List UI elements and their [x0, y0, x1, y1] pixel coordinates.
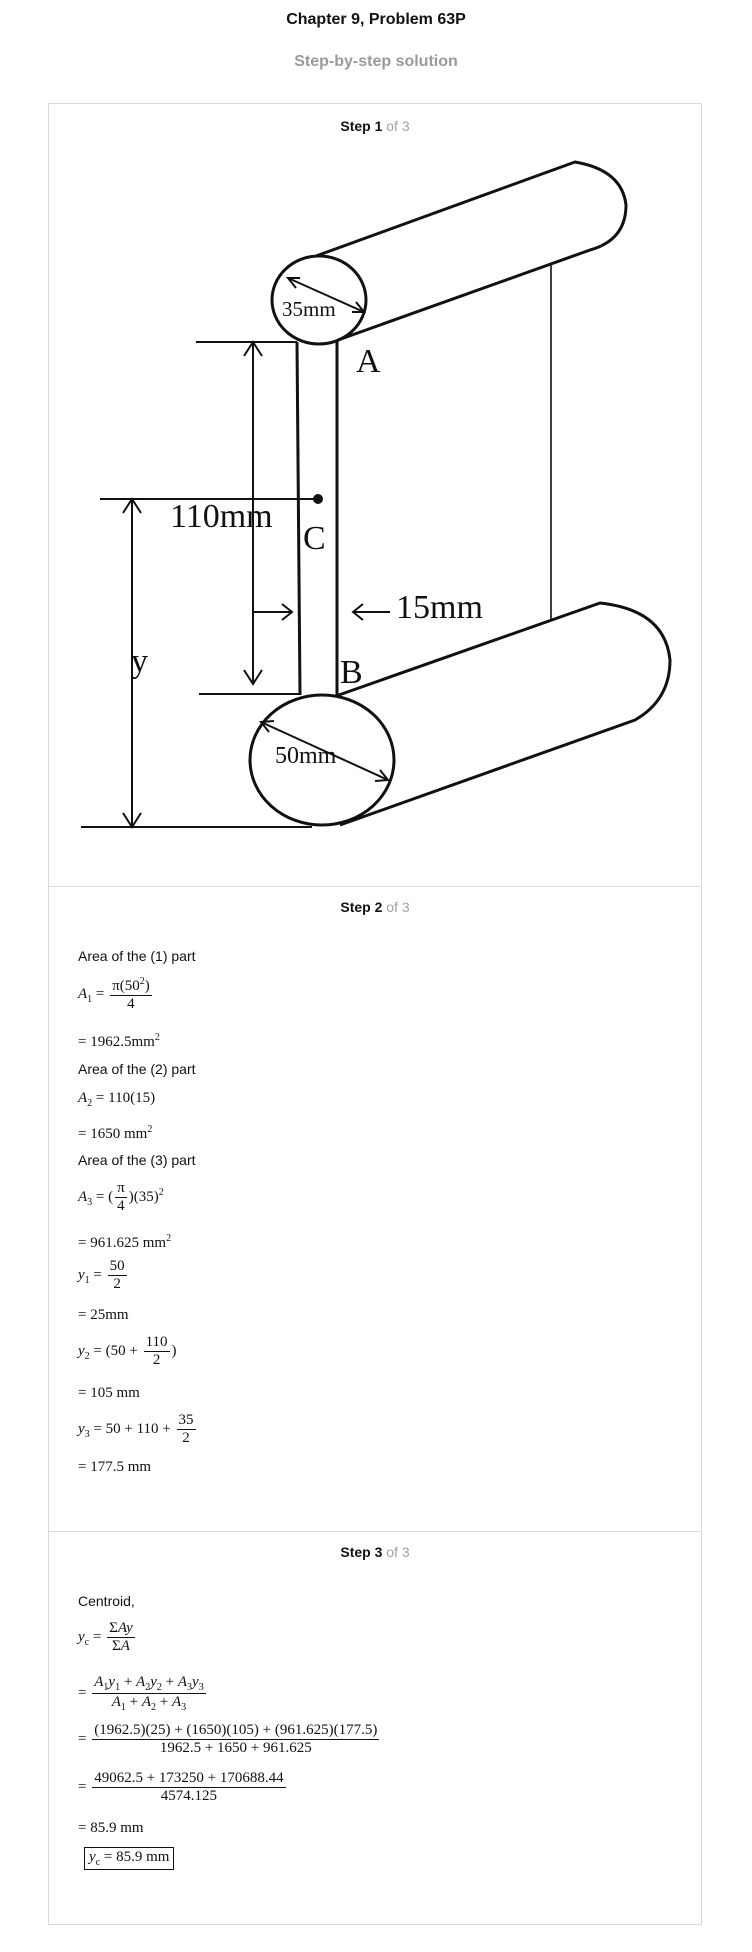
y1-result: = 25mm	[78, 1307, 129, 1323]
y2-formula: $y_2 = (50$ + $\frac{110}{2}$ )	[78, 1334, 177, 1368]
centroid-point	[313, 494, 323, 504]
a3-formula: $A_3$ = ( $\frac{\pi}{4}$ )$(35)^2$	[78, 1180, 164, 1214]
top-diameter-label: 35mm	[282, 297, 336, 321]
step-divider	[48, 886, 702, 887]
a2-result: = 1650 $mm^2$	[78, 1124, 153, 1142]
y3-formula: $y_3 = 50 + 110$ + $\frac{35}{2}$	[78, 1412, 194, 1446]
step-3-header: Step 3 of 3	[340, 1544, 410, 1560]
step-divider	[48, 1531, 702, 1532]
centroid-label: Centroid,	[78, 1593, 135, 1609]
yc-calculated: = $\frac{49062.5 + 173250 + 170688.44}{4574.125}$	[78, 1770, 284, 1804]
page-subtitle: Step-by-step solution	[294, 53, 458, 70]
a2-formula: $A_2 = 110(15)$	[78, 1090, 156, 1109]
yc-final-answer: $y_c = 85.9$ mm	[84, 1847, 174, 1870]
yc-definition: $y_c$ = $\frac{\text{ΣAy}}{\Sigma A}$	[78, 1620, 133, 1654]
web-height-label: 110mm	[170, 498, 273, 535]
y1-formula: $y_1$ = $\frac{50}{2}$	[78, 1258, 125, 1292]
a1-formula: $A_1$ = $\frac{\pi(50^2)}{4}$	[78, 976, 150, 1012]
point-a-label: A	[356, 343, 381, 380]
yc-result: = 85.9 mm	[78, 1820, 144, 1836]
y3-result: = 177.5 mm	[78, 1459, 152, 1475]
point-c-label: C	[303, 520, 326, 557]
step-1-header: Step 1 of 3	[340, 118, 410, 134]
bottom-diameter-label: 50mm	[275, 743, 337, 769]
point-b-label: B	[340, 654, 363, 691]
y2-result: = 105 mm	[78, 1385, 140, 1401]
page-title: Chapter 9, Problem 63P	[286, 11, 466, 28]
cross-section-diagram	[48, 140, 702, 840]
a3-result: = 961.625 $mm^2$	[78, 1233, 172, 1251]
web-left-edge	[297, 342, 300, 695]
part3-label: Area of the (3) part	[78, 1152, 196, 1168]
step-2-header: Step 2 of 3	[340, 899, 410, 915]
yc-substituted: = $\frac{(1962.5)(25) + (1650)(105) + (961.625)(177.5)}{1962.5 + 1650 + 961.625}$	[78, 1722, 378, 1756]
part2-label: Area of the (2) part	[78, 1061, 196, 1077]
a1-result: = $1962.5mm^2$	[78, 1032, 160, 1050]
part1-label: Area of the (1) part	[78, 948, 196, 964]
yc-general: = $\frac{A_1y_1 + A_2y_2 + A_3y_3}{A_1 + A_2 + A_3}$	[78, 1674, 204, 1713]
web-thickness-label: 15mm	[396, 589, 483, 626]
y-label: y	[131, 643, 148, 680]
